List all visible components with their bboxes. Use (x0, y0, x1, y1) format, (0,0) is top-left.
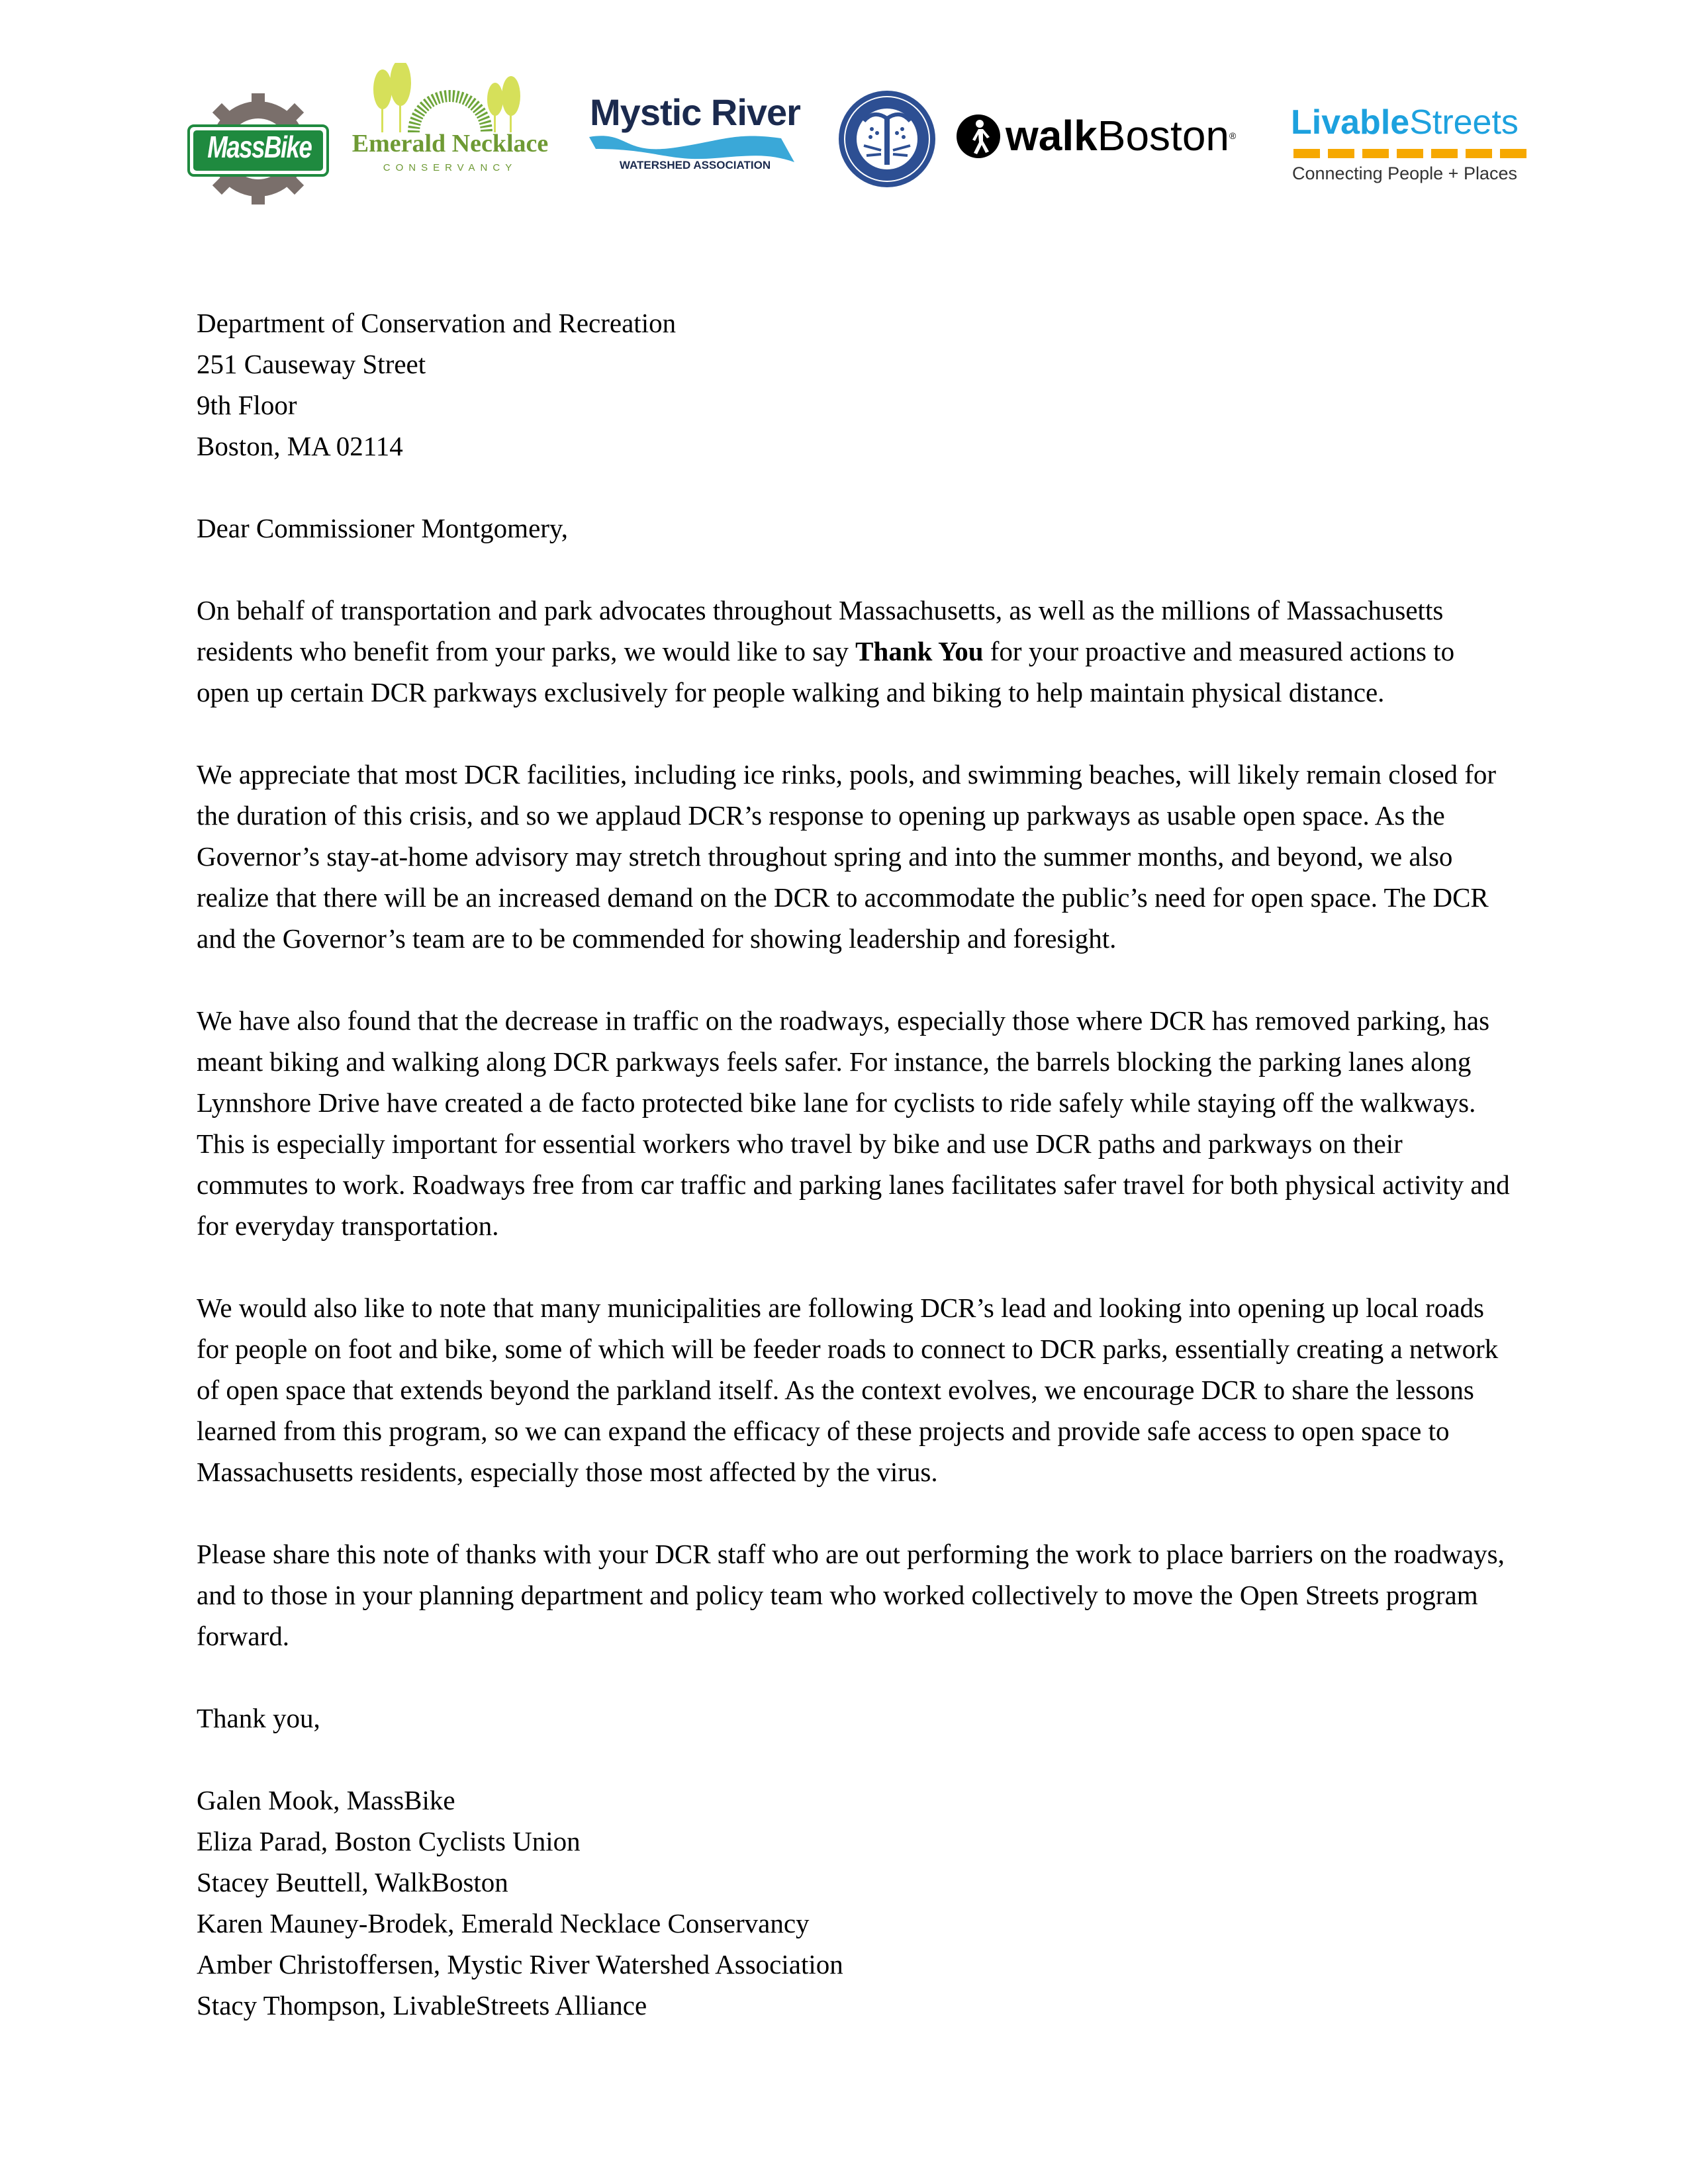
mystic-river-logo (583, 93, 808, 185)
paragraph-4: We would also like to note that many municipalities are following DCR’s lead and looking into opening up local roads for people on foot and bike, some of which will be feeder roads to connect to DCR parks, essentially creating a network of open space that extends beyond the parkland itself. As the context evolves, we encourage DCR to share the lessons learned from this program, so we can expand the efficacy of these projects and provide safe access to open space to Massachusetts residents, especially those most affected by the virus. (197, 1293, 1499, 1487)
paragraph-2: We appreciate that most DCR facilities, including ice rinks, pools, and swimming beaches, will likely remain closed for the duration of this crisis, and so we applaud DCR’s response to opening up parkways as usable open space. As the Governor’s stay-at-home advisory may stretch throughout spring and into the summer months, and beyond, we also realize that there will be an increased demand on the DCR to accommodate the public’s need for open space. The DCR and the Governor’s team are to be commended for showing leadership and foresight. (197, 759, 1497, 954)
address-line: Boston, MA 02114 (197, 431, 403, 461)
boston-cyclists-union-logo (837, 89, 937, 189)
paragraph-1 (197, 590, 1514, 713)
letter-body (197, 261, 1514, 2026)
signatory: Eliza Parad, Boston Cyclists Union (197, 1826, 581, 1856)
walkboston-bold: walk (1006, 112, 1098, 159)
emerald-necklace-logo (351, 63, 549, 195)
massbike-logo (185, 89, 331, 208)
paragraph-5: Please share this note of thanks with your DCR staff who are out performing the work to place barriers on the roadways, and to those in your planning department and policy team who worked collectively to move the Open Streets program forward. (197, 1539, 1505, 1651)
livablestreets-logo (1291, 103, 1542, 189)
signatory: Galen Mook, MassBike (197, 1785, 455, 1815)
signatory: Karen Mauney-Brodek, Emerald Necklace Conservancy (197, 1908, 810, 1938)
streets-light: Streets (1409, 103, 1519, 142)
livable-bold: Livable (1291, 103, 1410, 142)
address-line: 251 Causeway Street (197, 349, 426, 379)
thank-you-emphasis: Thank You (855, 636, 984, 666)
address-line: Department of Conservation and Recreation (197, 308, 677, 338)
salutation: Dear Commissioner Montgomery, (197, 513, 569, 543)
paragraph-3: We have also found that the decrease in traffic on the roadways, especially those where DCR has removed parking, has meant biking and walking along DCR parkways feels safer. For instance, the barrels blocking the parking lanes along Lynnshore Drive have created a de facto protected bike lane for cyclists to ride safely while staying off the walkways. This is especially important for essential workers who travel by bike and use DCR paths and parkways on their commutes to work. Roadways free from car traffic and parking lanes facilitates safer travel for both physical activity and for everyday transportation. (197, 1005, 1510, 1241)
massbike-wordmark: MassBike (207, 130, 312, 164)
mystic-river-subtitle: WATERSHED ASSOCIATION (619, 159, 771, 171)
signatory: Amber Christoffersen, Mystic River Watershed Association (197, 1949, 843, 1979)
pedestrian-icon (957, 114, 1000, 158)
walkboston-logo (957, 109, 1235, 162)
emerald-necklace-title: Emerald Necklace (352, 130, 549, 158)
walkboston-light: Boston (1097, 112, 1229, 159)
address-line: 9th Floor (197, 390, 297, 420)
p1-text-after: for your proactive and measured actions to open up certain DCR parkways exclusively for people walking and biking to help maintain physical distance. (197, 636, 1455, 707)
registered-mark: ® (1229, 130, 1237, 141)
signatory: Stacey Beuttell, WalkBoston (197, 1867, 508, 1897)
livablestreets-tagline: Connecting People + Places (1292, 163, 1517, 183)
mystic-river-title: Mystic River (590, 91, 800, 133)
bicycle-handlebar-icon (837, 89, 937, 189)
emerald-necklace-subtitle: CONSERVANCY (383, 162, 518, 173)
signatory: Stacy Thompson, LivableStreets Alliance (197, 1990, 647, 2021)
road-dashes-icon (1293, 149, 1532, 158)
logo-banner (185, 63, 1549, 208)
signatories (197, 1780, 1514, 2026)
p1-text: On behalf of transportation and park advocates throughout Massachusetts, as well as the millions of Massachusetts residents who benefit from your parks, we would like to say (197, 595, 1444, 666)
closing: Thank you, (197, 1703, 320, 1733)
